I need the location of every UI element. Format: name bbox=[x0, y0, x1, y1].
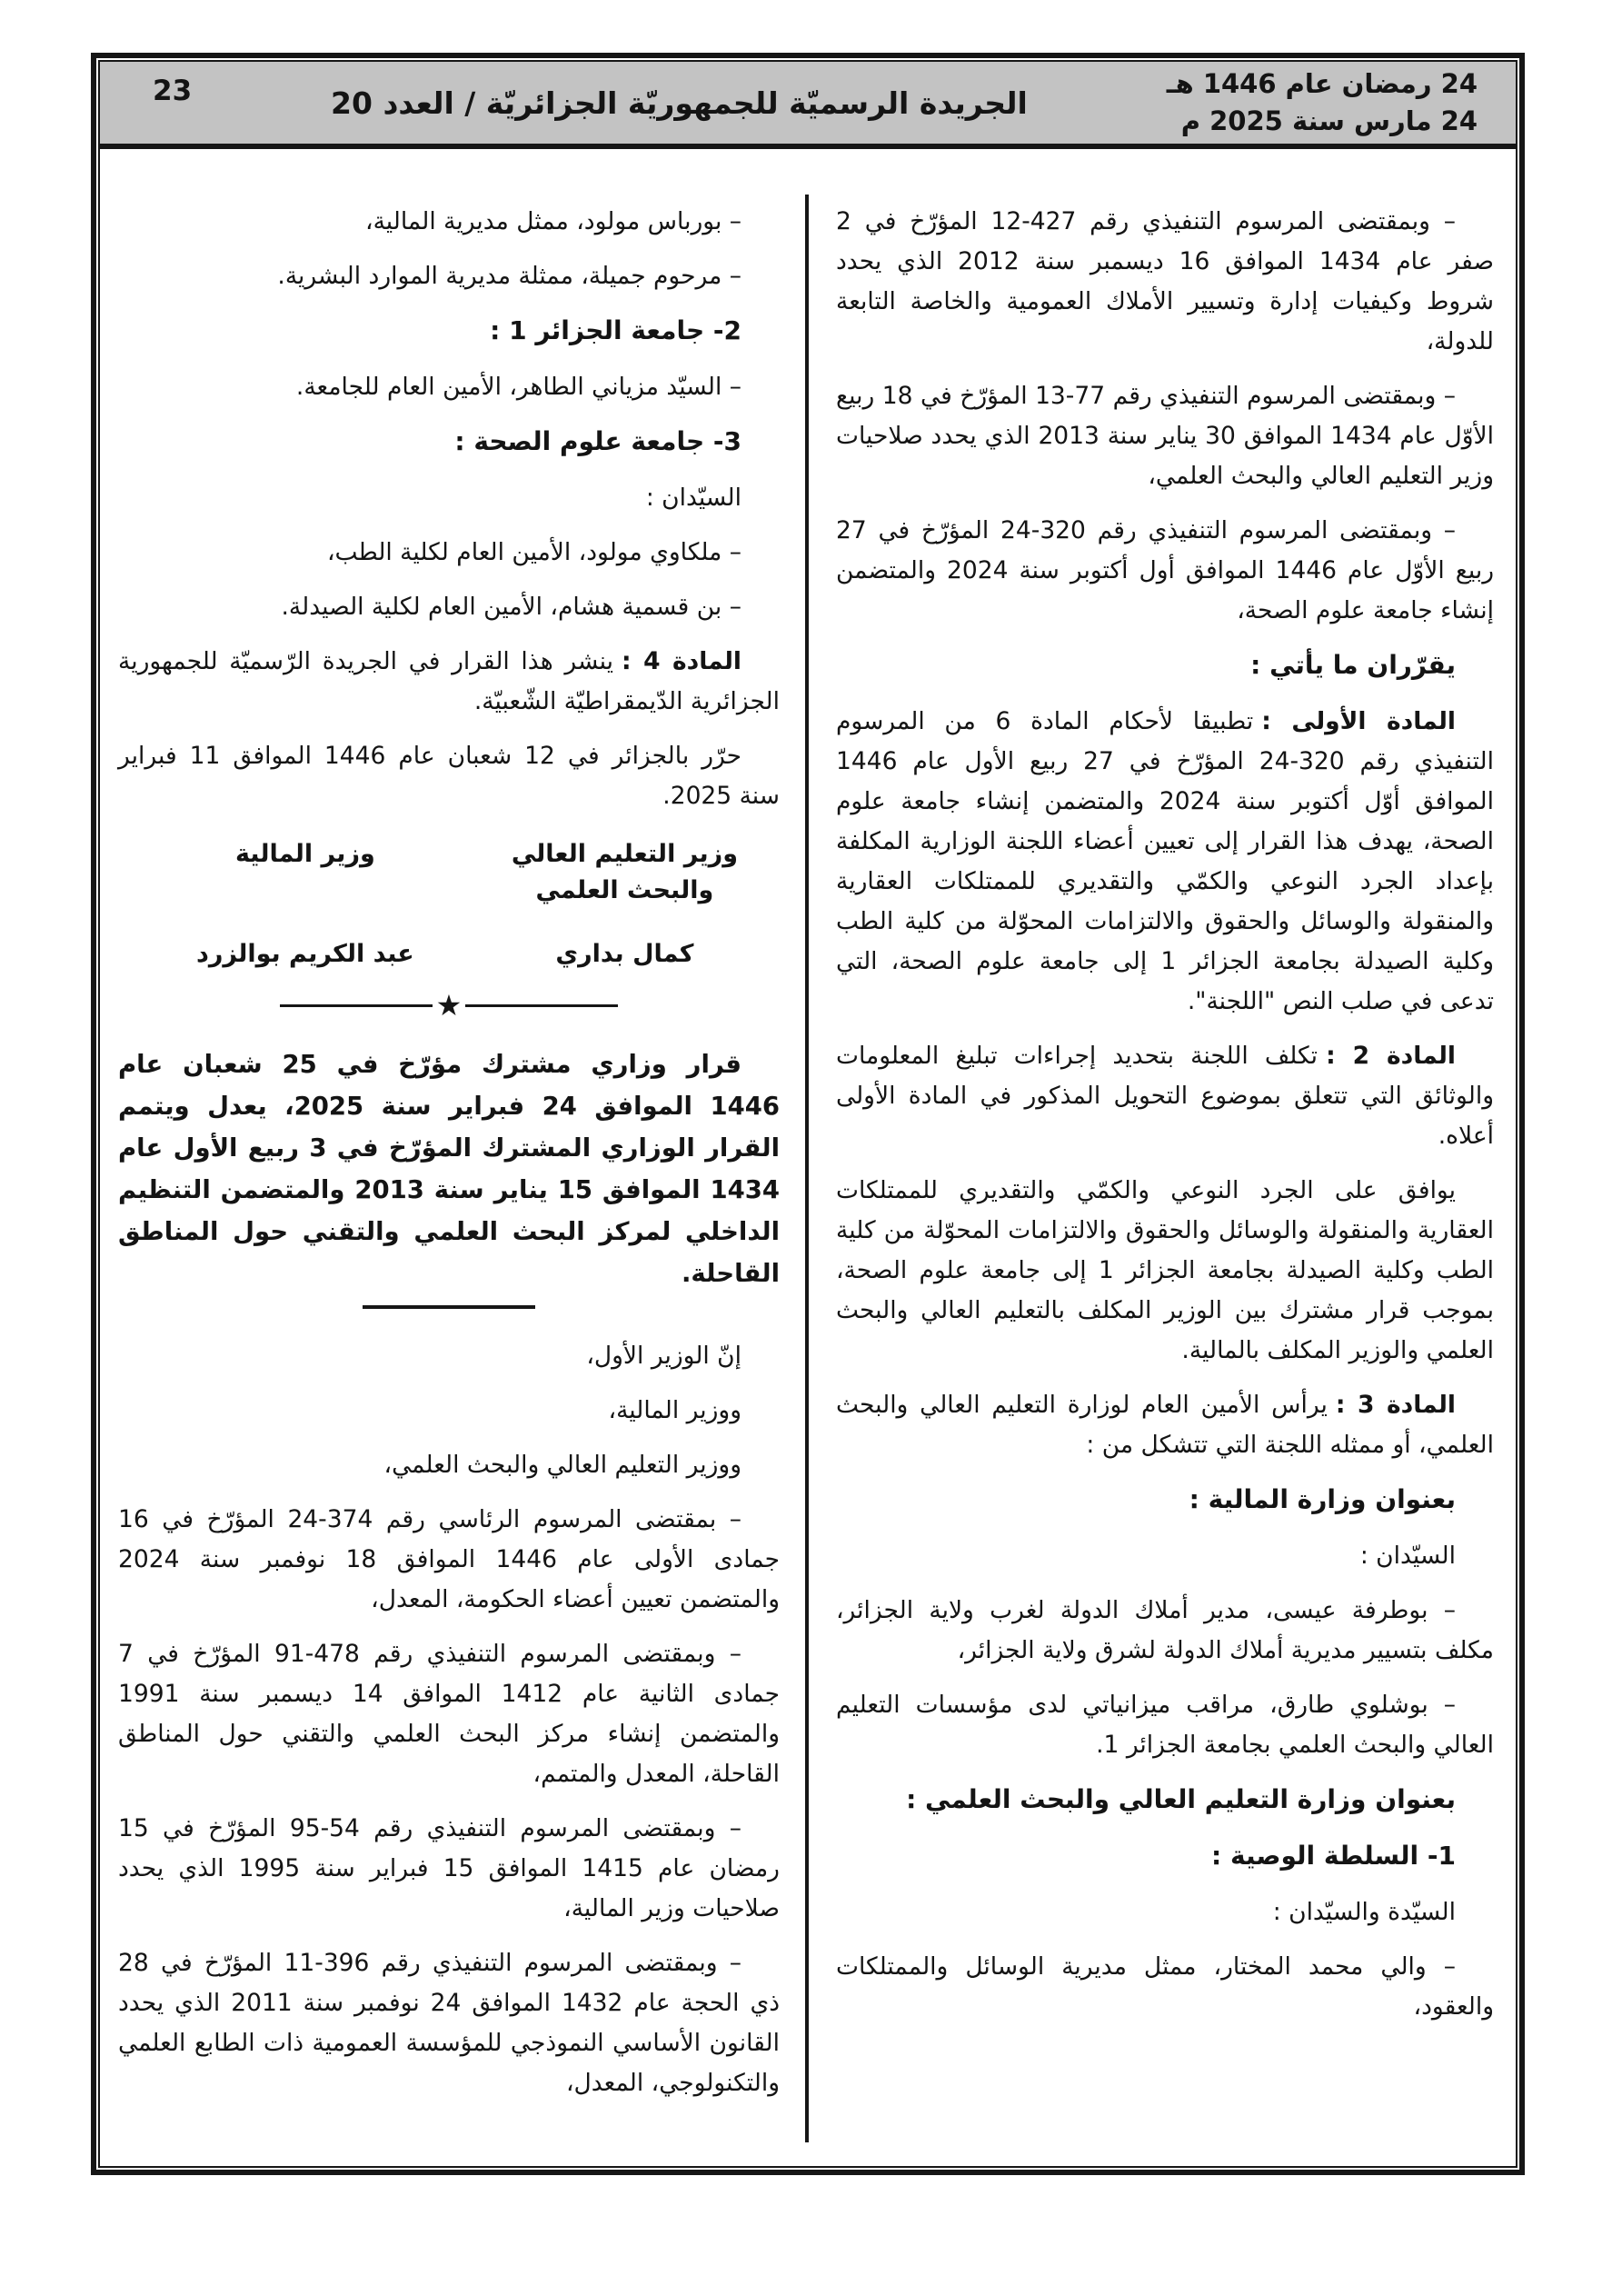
page-border-outer bbox=[91, 53, 1525, 2175]
visa-paragraph: – وبمقتضى المرسوم التنفيذي رقم 77-13 المؤرّخ في 18 ربيع الأوّل عام 1434 الموافق 30 يناير سنة 2013 الذي يحدد صلاحيات وزير التعليم العالي والبحث العلمي، bbox=[836, 382, 1495, 490]
decree-intro: قرار وزاري مشترك مؤرّخ في 25 شعبان عام 1446 الموافق 24 فبراير سنة 2025، يعدل ويتمم القرار الوزاري المشترك المؤرّخ في 3 ربيع الأول عام 1434 الموافق 15 يناير سنة 2013 والمتضمن التنظيم الداخلي لمركز البحث العلمي والتقني حول المناطق القاحلة. bbox=[118, 1050, 780, 1288]
finance-ministry-heading: بعنوان وزارة المالية : bbox=[1189, 1484, 1456, 1514]
higher-ed-ministry-heading: بعنوان وزارة التعليم العالي والبحث العلمي : bbox=[906, 1784, 1456, 1814]
short-rule bbox=[363, 1305, 535, 1309]
preamble-line: ووزير المالية، bbox=[608, 1396, 741, 1424]
date-hijri: 24 رمضان عام 1446 هـ bbox=[1166, 68, 1478, 99]
signature-title bbox=[512, 836, 738, 909]
visa-paragraph: – بمقتضى المرسوم الرئاسي رقم 374-24 المؤرّخ في 16 جمادى الأولى عام 1446 الموافق 18 نوفمبر سنة 2024 والمتضمن تعيين أعضاء الحكومة، المعدل، bbox=[118, 1505, 780, 1613]
visa-paragraph: – وبمقتضى المرسوم التنفيذي رقم 427-12 المؤرّخ في 2 صفر عام 1434 الموافق 16 ديسمبر سنة 2012 الذي يحدد شروط وكيفيات إدارة وتسيير الأملاك العمومية والخاصة التابعة للدولة، bbox=[836, 207, 1494, 355]
article-2 bbox=[836, 1036, 1494, 1156]
separator-line bbox=[280, 1004, 433, 1007]
authority-heading: 1- السلطة الوصية : bbox=[1211, 1841, 1456, 1871]
star-separator bbox=[145, 988, 752, 1023]
misters-label: السيّدان : bbox=[1359, 1542, 1456, 1570]
signature-finance bbox=[196, 836, 414, 973]
page-number: 23 bbox=[153, 75, 193, 107]
member-item: – ملكاوي مولود، الأمين العام لكلية الطب، bbox=[327, 538, 741, 566]
madame-misters-label: السيّدة والسيّدان : bbox=[1272, 1898, 1456, 1926]
member-item: – بن قسمية هشام، الأمين العام لكلية الصيدلة. bbox=[281, 593, 741, 621]
visa-paragraph: – وبمقتضى المرسوم التنفيذي رقم 320-24 المؤرّخ في 27 ربيع الأوّل عام 1446 الموافق أول أكتوبر سنة 2024 والمتضمن إنشاء جامعة علوم الصحة، bbox=[836, 516, 1494, 624]
visa-paragraph: – وبمقتضى المرسوم التنفيذي رقم 396-11 المؤرّخ في 28 ذي الحجة عام 1432 الموافق 24 نوفمبر سنة 2011 الذي يحدد القانون الأساسي النموذجي للمؤسسة العمومية ذات الطابع العلمي والتكنولوجي، المعدل، bbox=[118, 1949, 780, 2097]
article-1-text: تطبيقا لأحكام المادة 6 من المرسوم التنفيذي رقم 320-24 المؤرّخ في 27 ربيع الأول عام 1446 الموافق أوّل أكتوبر سنة 2024 والمتضمن إنشاء جامعة علوم الصحة، يهدف هذا القرار إلى تعيين أعضاء اللجنة الوزارية المكلفة بإعداد الجرد النوعي والكمّي والتقديري للممتلكات العقارية والمنقولة والوسائل والحقوق والالتزامات المحوّلة من كلية الطب وكلية الصيدلة بجامعة الجزائر 1 إلى جامعة علوم الصحة، التي تدعى في صلب النص "اللجنة". bbox=[836, 707, 1494, 1015]
signature-title-line: والبحث العلمي bbox=[535, 876, 714, 904]
article-3-label: المادة 3 : bbox=[1335, 1391, 1456, 1419]
article-2-label: المادة 2 : bbox=[1326, 1042, 1456, 1070]
member-item: – والي محمد المختار، ممثل مديرية الوسائل والممتلكات والعقود، bbox=[836, 1952, 1494, 2021]
univ-algiers-heading: 2- جامعة الجزائر 1 : bbox=[490, 315, 741, 345]
decide-heading: يقرّران ما يأتي : bbox=[1250, 650, 1456, 680]
column-divider bbox=[805, 195, 809, 2142]
member-item: – مرحوم جميلة، ممثلة مديرية الموارد البشرية. bbox=[277, 262, 741, 290]
visa-paragraph: – وبمقتضى المرسوم التنفيذي رقم 478-91 المؤرّخ في 7 جمادى الثانية عام 1412 الموافق 14 ديسمبر سنة 1991 والمتضمن إنشاء مركز البحث العلمي والتقني حول المناطق القاحلة، المعدل والمتمم، bbox=[118, 1640, 780, 1788]
separator-line bbox=[465, 1004, 618, 1007]
date-gregorian: 24 مارس سنة 2025 م bbox=[1180, 105, 1478, 136]
article-1 bbox=[836, 702, 1494, 1022]
article-1-label: المادة الأولى : bbox=[1261, 707, 1457, 735]
article-4 bbox=[118, 642, 780, 722]
member-item: – بورباس مولود، ممثل مديرية المالية، bbox=[365, 207, 741, 235]
visa-paragraph: – وبمقتضى المرسوم التنفيذي رقم 54-95 المؤرّخ في 15 رمضان عام 1415 الموافق 15 فبراير سنة 1995 الذي يحدد صلاحيات وزير المالية، bbox=[118, 1814, 780, 1922]
signature-block bbox=[118, 831, 780, 973]
approval-paragraph: يوافق على الجرد النوعي والكمّي والتقديري للممتلكات العقارية والمنقولة والوسائل والحقوق والالتزامات المحوّلة من كلية الطب وكلية الصيدلة بجامعة الجزائر 1 إلى جامعة علوم الصحة، بموجب قرار مشترك بين الوزير المكلف بالتعليم العالي والبحث العلمي والوزير المكلف بالمالية. bbox=[836, 1176, 1495, 1364]
signature-title-line: وزير التعليم العالي bbox=[511, 840, 738, 868]
member-item: – بوشلوي طارق، مراقب ميزانياتي لدى مؤسسات التعليم العالي والبحث العلمي بجامعة الجزائر 1. bbox=[836, 1691, 1494, 1759]
preamble-line: ووزير التعليم العالي والبحث العلمي، bbox=[383, 1451, 741, 1479]
member-item: – بوطرفة عيسى، مدير أملاك الدولة لغرب ولاية الجزائر، مكلف بتسيير مديرية أملاك الدولة لشرق ولاية الجزائر، bbox=[836, 1596, 1494, 1664]
signature-title: وزير المالية bbox=[234, 840, 375, 868]
done-at-paragraph: حرّر بالجزائر في 12 شعبان عام 1446 الموافق 11 فبراير سنة 2025. bbox=[118, 742, 780, 810]
article-4-label: المادة 4 : bbox=[621, 647, 741, 675]
signature-name: كمال بداري bbox=[555, 940, 694, 968]
content-columns bbox=[100, 149, 1516, 2166]
article-4-text: ينشر هذا القرار في الجريدة الرّسميّة للجمهورية الجزائرية الدّيمقراطيّة الشّعبيّة. bbox=[118, 647, 780, 715]
univ-health-heading: 3- جامعة علوم الصحة : bbox=[454, 426, 741, 456]
article-3-text: يرأس الأمين العام لوزارة التعليم العالي والبحث العلمي، أو ممثله اللجنة التي تتشكل من : bbox=[836, 1391, 1494, 1459]
star-icon: ★ bbox=[435, 988, 463, 1023]
page-border-inner bbox=[98, 60, 1518, 2168]
preamble-line: إنّ الوزير الأول، bbox=[586, 1342, 741, 1370]
masthead-dates bbox=[1167, 65, 1516, 140]
column-left bbox=[100, 149, 805, 2166]
member-item: – السيّد مزياني الطاهر، الأمين العام للجامعة. bbox=[295, 373, 741, 401]
article-3 bbox=[836, 1385, 1494, 1465]
article-2-text: تكلف اللجنة بتحديد إجراءات تبليغ المعلومات والوثائق التي تتعلق بموضوع التحويل المذكور في المادة الأولى أعلاه. bbox=[836, 1042, 1494, 1150]
column-right bbox=[809, 149, 1516, 2166]
journal-title: الجريدة الرسميّة للجمهوريّة الجزائريّة / العدد 20 bbox=[331, 85, 1028, 121]
signature-name: عبد الكريم بوالزرد bbox=[196, 940, 414, 968]
masthead bbox=[100, 62, 1516, 149]
signature-higher-ed bbox=[512, 836, 738, 973]
misters-label: السيّدان : bbox=[645, 484, 741, 512]
